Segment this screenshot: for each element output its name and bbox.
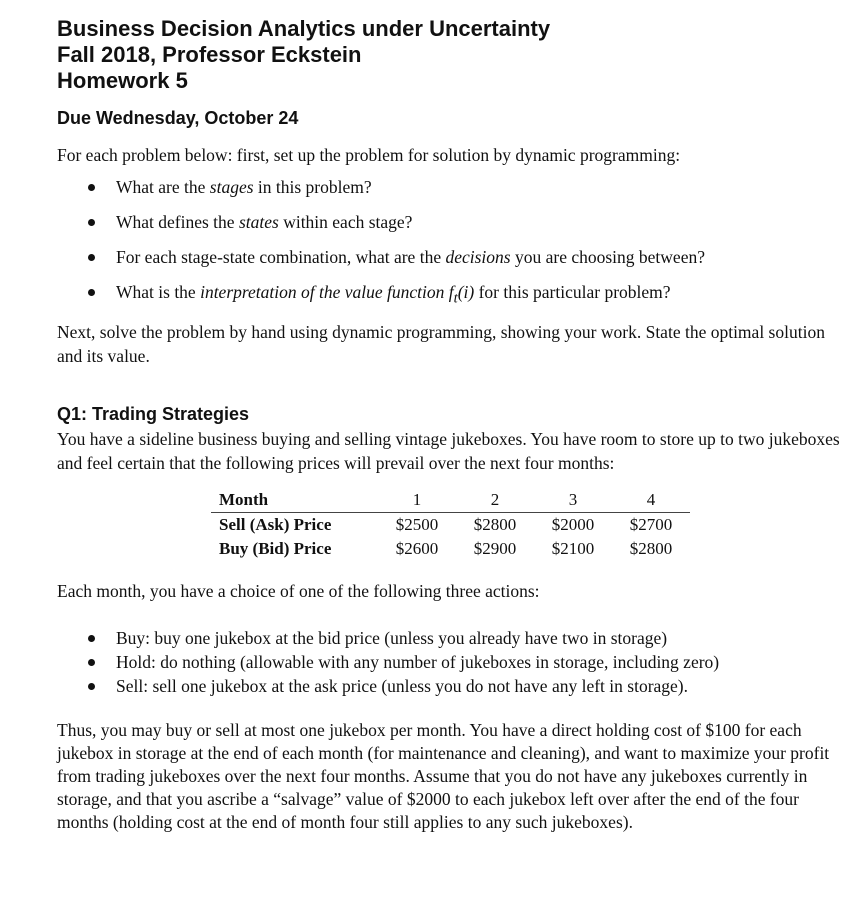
solve-instructions: Next, solve the problem by hand using dynamic programming, showing your work. State the optimal solution and its value.	[57, 321, 825, 366]
table-cell: $2600	[395, 538, 439, 558]
q1-heading: Q1: Trading Strategies	[57, 403, 250, 424]
table-cell: $2800	[629, 538, 673, 558]
assignment-title: Homework 5	[57, 68, 188, 93]
bullet-icon	[88, 635, 95, 642]
bullet-icon	[88, 184, 95, 191]
buy-price-label: Buy (Bid) Price	[219, 538, 332, 558]
table-row	[211, 537, 690, 561]
actions-intro: Each month, you have a choice of one of the following three actions:	[57, 580, 540, 601]
bullet-icon	[88, 683, 95, 690]
setup-question: What defines the states within each stage?	[57, 210, 847, 234]
table-cell: $2500	[395, 514, 439, 534]
month-1-header: 1	[378, 488, 456, 513]
due-date: Due Wednesday, October 24	[57, 108, 299, 128]
document-page	[57, 16, 847, 834]
q1-closing-paragraph: Thus, you may buy or sell at most one jukebox per month. You have a direct holding cost of $100 for each jukebox in storage at the end of each month (for maintenance and cleaning), and want to maximize your profit from trading jukeboxes over the next four months. Assume that you do not have any jukeboxes currently in storage, and that you ascribe a “salvage” value of $2000 to each jukebox left over after the end of the four months (holding cost at the end of month four still applies to any such jukeboxes).	[57, 719, 830, 832]
table-cell: $2700	[629, 514, 673, 534]
setup-question: What are the stages in this problem?	[57, 175, 847, 199]
bullet-icon	[88, 659, 95, 666]
table-cell: $2900	[473, 538, 517, 558]
instructions-intro: For each problem below: first, set up the problem for solution by dynamic programming:	[57, 145, 681, 165]
bullet-icon	[88, 289, 95, 296]
month-3-header: 3	[534, 488, 612, 513]
bullet-icon	[88, 219, 95, 226]
table-cell: $2800	[473, 514, 517, 534]
term-professor: Fall 2018, Professor Eckstein	[57, 42, 362, 67]
setup-question: For each stage-state combination, what are the decisions you are choosing between?	[57, 245, 847, 269]
action-item-buy: Buy: buy one jukebox at the bid price (unless you already have two in storage)	[57, 626, 847, 650]
table-row	[211, 512, 690, 537]
month-4-header: 4	[612, 488, 690, 513]
actions-list	[57, 626, 847, 698]
bullet-icon	[88, 254, 95, 261]
course-title: Business Decision Analytics under Uncertainty	[57, 16, 551, 41]
setup-questions-list	[57, 175, 847, 311]
month-header: Month	[211, 488, 378, 513]
table-header-row	[211, 488, 690, 513]
price-table	[211, 488, 690, 561]
action-item-hold: Hold: do nothing (allowable with any number of jukeboxes in storage, including zero)	[57, 650, 847, 674]
sell-price-label: Sell (Ask) Price	[219, 514, 332, 534]
table-cell: $2000	[551, 514, 595, 534]
q1-intro: You have a sideline business buying and selling vintage jukeboxes. You have room to store up to two jukeboxes and feel certain that the following prices will prevail over the next four months:	[57, 428, 840, 473]
action-item-sell: Sell: sell one jukebox at the ask price (unless you do not have any left in storage).	[57, 674, 847, 698]
table-cell: $2100	[551, 538, 595, 558]
setup-question: What is the interpretation of the value function $f_t(i)$ for this particular problem?	[57, 280, 847, 311]
month-2-header: 2	[456, 488, 534, 513]
